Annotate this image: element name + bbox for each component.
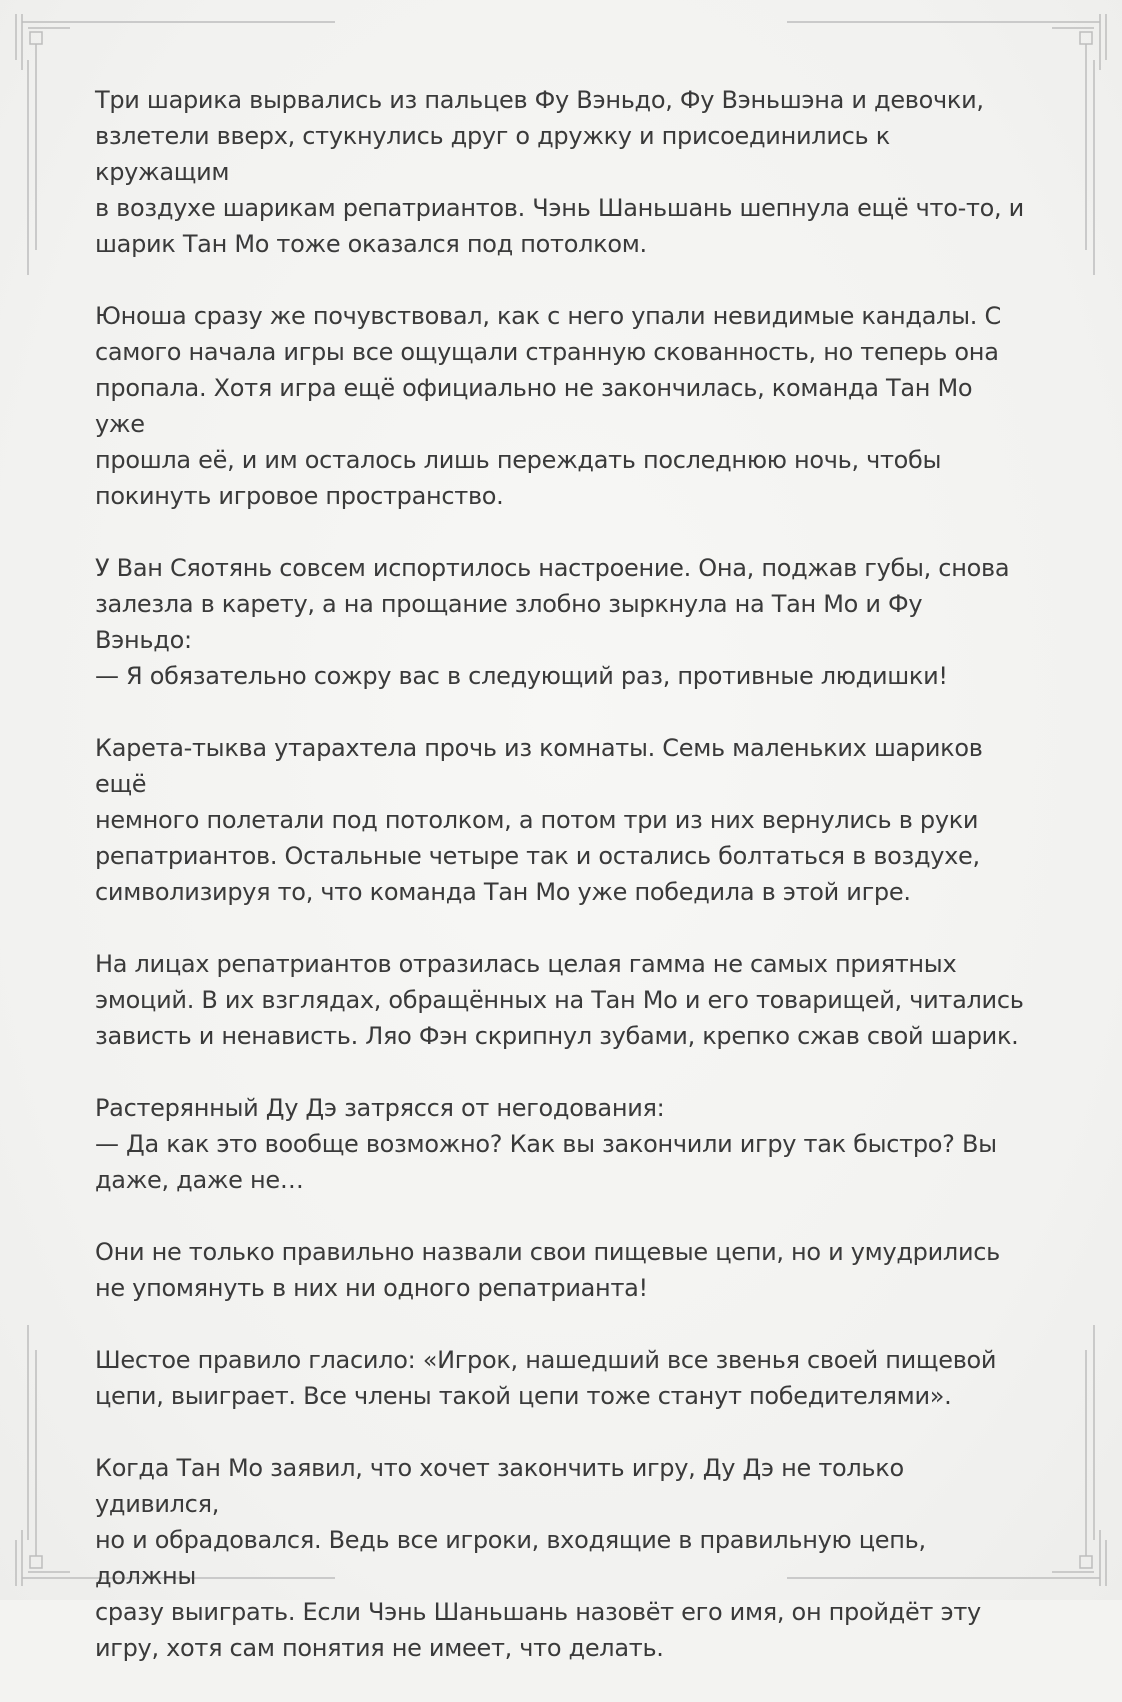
- text-line: — Да как это вообще возможно? Как вы закончили игру так быстро? Вы: [95, 1130, 997, 1158]
- text-line: но и обрадовался. Ведь все игроки, входящие в правильную цепь, должны: [95, 1526, 926, 1590]
- text-line: даже, даже не…: [95, 1166, 304, 1194]
- text-line: залезла в карету, а на прощание злобно зыркнула на Тан Мо и Фу Вэньдо:: [95, 590, 923, 654]
- text-line: Шестое правило гласило: «Игрок, нашедший все звенья своей пищевой: [95, 1346, 997, 1374]
- text-line: — Я обязательно сожру вас в следующий раз, противные людишки!: [95, 662, 948, 690]
- paragraph: [95, 550, 1025, 694]
- text-line: сразу выиграть. Если Чэнь Шаньшань назовёт его имя, он пройдёт эту: [95, 1598, 981, 1626]
- paragraph: [95, 82, 1025, 262]
- text-line: Когда Тан Мо заявил, что хочет закончить игру, Ду Дэ не только удивился,: [95, 1454, 904, 1518]
- text-line: Три шарика вырвались из пальцев Фу Вэньдо, Фу Вэньшэна и девочки,: [95, 86, 984, 114]
- paragraph: [95, 1342, 1025, 1414]
- story-text: [95, 82, 1025, 1702]
- text-line: Они не только правильно назвали свои пищевые цепи, но и умудрились: [95, 1238, 1000, 1266]
- text-line: шарик Тан Мо тоже оказался под потолком.: [95, 230, 647, 258]
- text-line: На лицах репатриантов отразилась целая гамма не самых приятных: [95, 950, 957, 978]
- paragraph: [95, 730, 1025, 910]
- paragraph: [95, 1450, 1025, 1666]
- text-line: Юноша сразу же почувствовал, как с него упали невидимые кандалы. С: [95, 302, 1001, 330]
- text-line: в воздухе шарикам репатриантов. Чэнь Шаньшань шепнула ещё что-то, и: [95, 194, 1024, 222]
- text-line: прошла её, и им осталось лишь переждать последнюю ночь, чтобы: [95, 446, 942, 474]
- text-line: самого начала игры все ощущали странную скованность, но теперь она: [95, 338, 999, 366]
- paragraph: [95, 298, 1025, 514]
- text-line: У Ван Сяотянь совсем испортилось настроение. Она, поджав губы, снова: [95, 554, 1010, 582]
- text-line: пропала. Хотя игра ещё официально не закончилась, команда Тан Мо уже: [95, 374, 973, 438]
- text-line: не упомянуть в них ни одного репатрианта!: [95, 1274, 648, 1302]
- text-line: Растерянный Ду Дэ затрясся от негодования:: [95, 1094, 665, 1122]
- text-line: эмоций. В их взглядах, обращённых на Тан Мо и его товарищей, читались: [95, 986, 1024, 1014]
- text-line: цепи, выиграет. Все члены такой цепи тоже станут победителями».: [95, 1382, 952, 1410]
- paragraph: [95, 1234, 1025, 1306]
- text-line: игру, хотя сам понятия не имеет, что делать.: [95, 1634, 664, 1662]
- text-line: покинуть игровое пространство.: [95, 482, 504, 510]
- paragraph: [95, 946, 1025, 1054]
- text-line: Карета-тыква утарахтела прочь из комнаты. Семь маленьких шариков ещё: [95, 734, 983, 798]
- text-line: символизируя то, что команда Тан Мо уже победила в этой игре.: [95, 878, 911, 906]
- text-line: зависть и ненависть. Ляо Фэн скрипнул зубами, крепко сжав свой шарик.: [95, 1022, 1019, 1050]
- text-line: немного полетали под потолком, а потом три из них вернулись в руки: [95, 806, 979, 834]
- text-line: репатриантов. Остальные четыре так и остались болтаться в воздухе,: [95, 842, 980, 870]
- text-line: взлетели вверх, стукнулись друг о дружку и присоединились к кружащим: [95, 122, 890, 186]
- paragraph: [95, 1090, 1025, 1198]
